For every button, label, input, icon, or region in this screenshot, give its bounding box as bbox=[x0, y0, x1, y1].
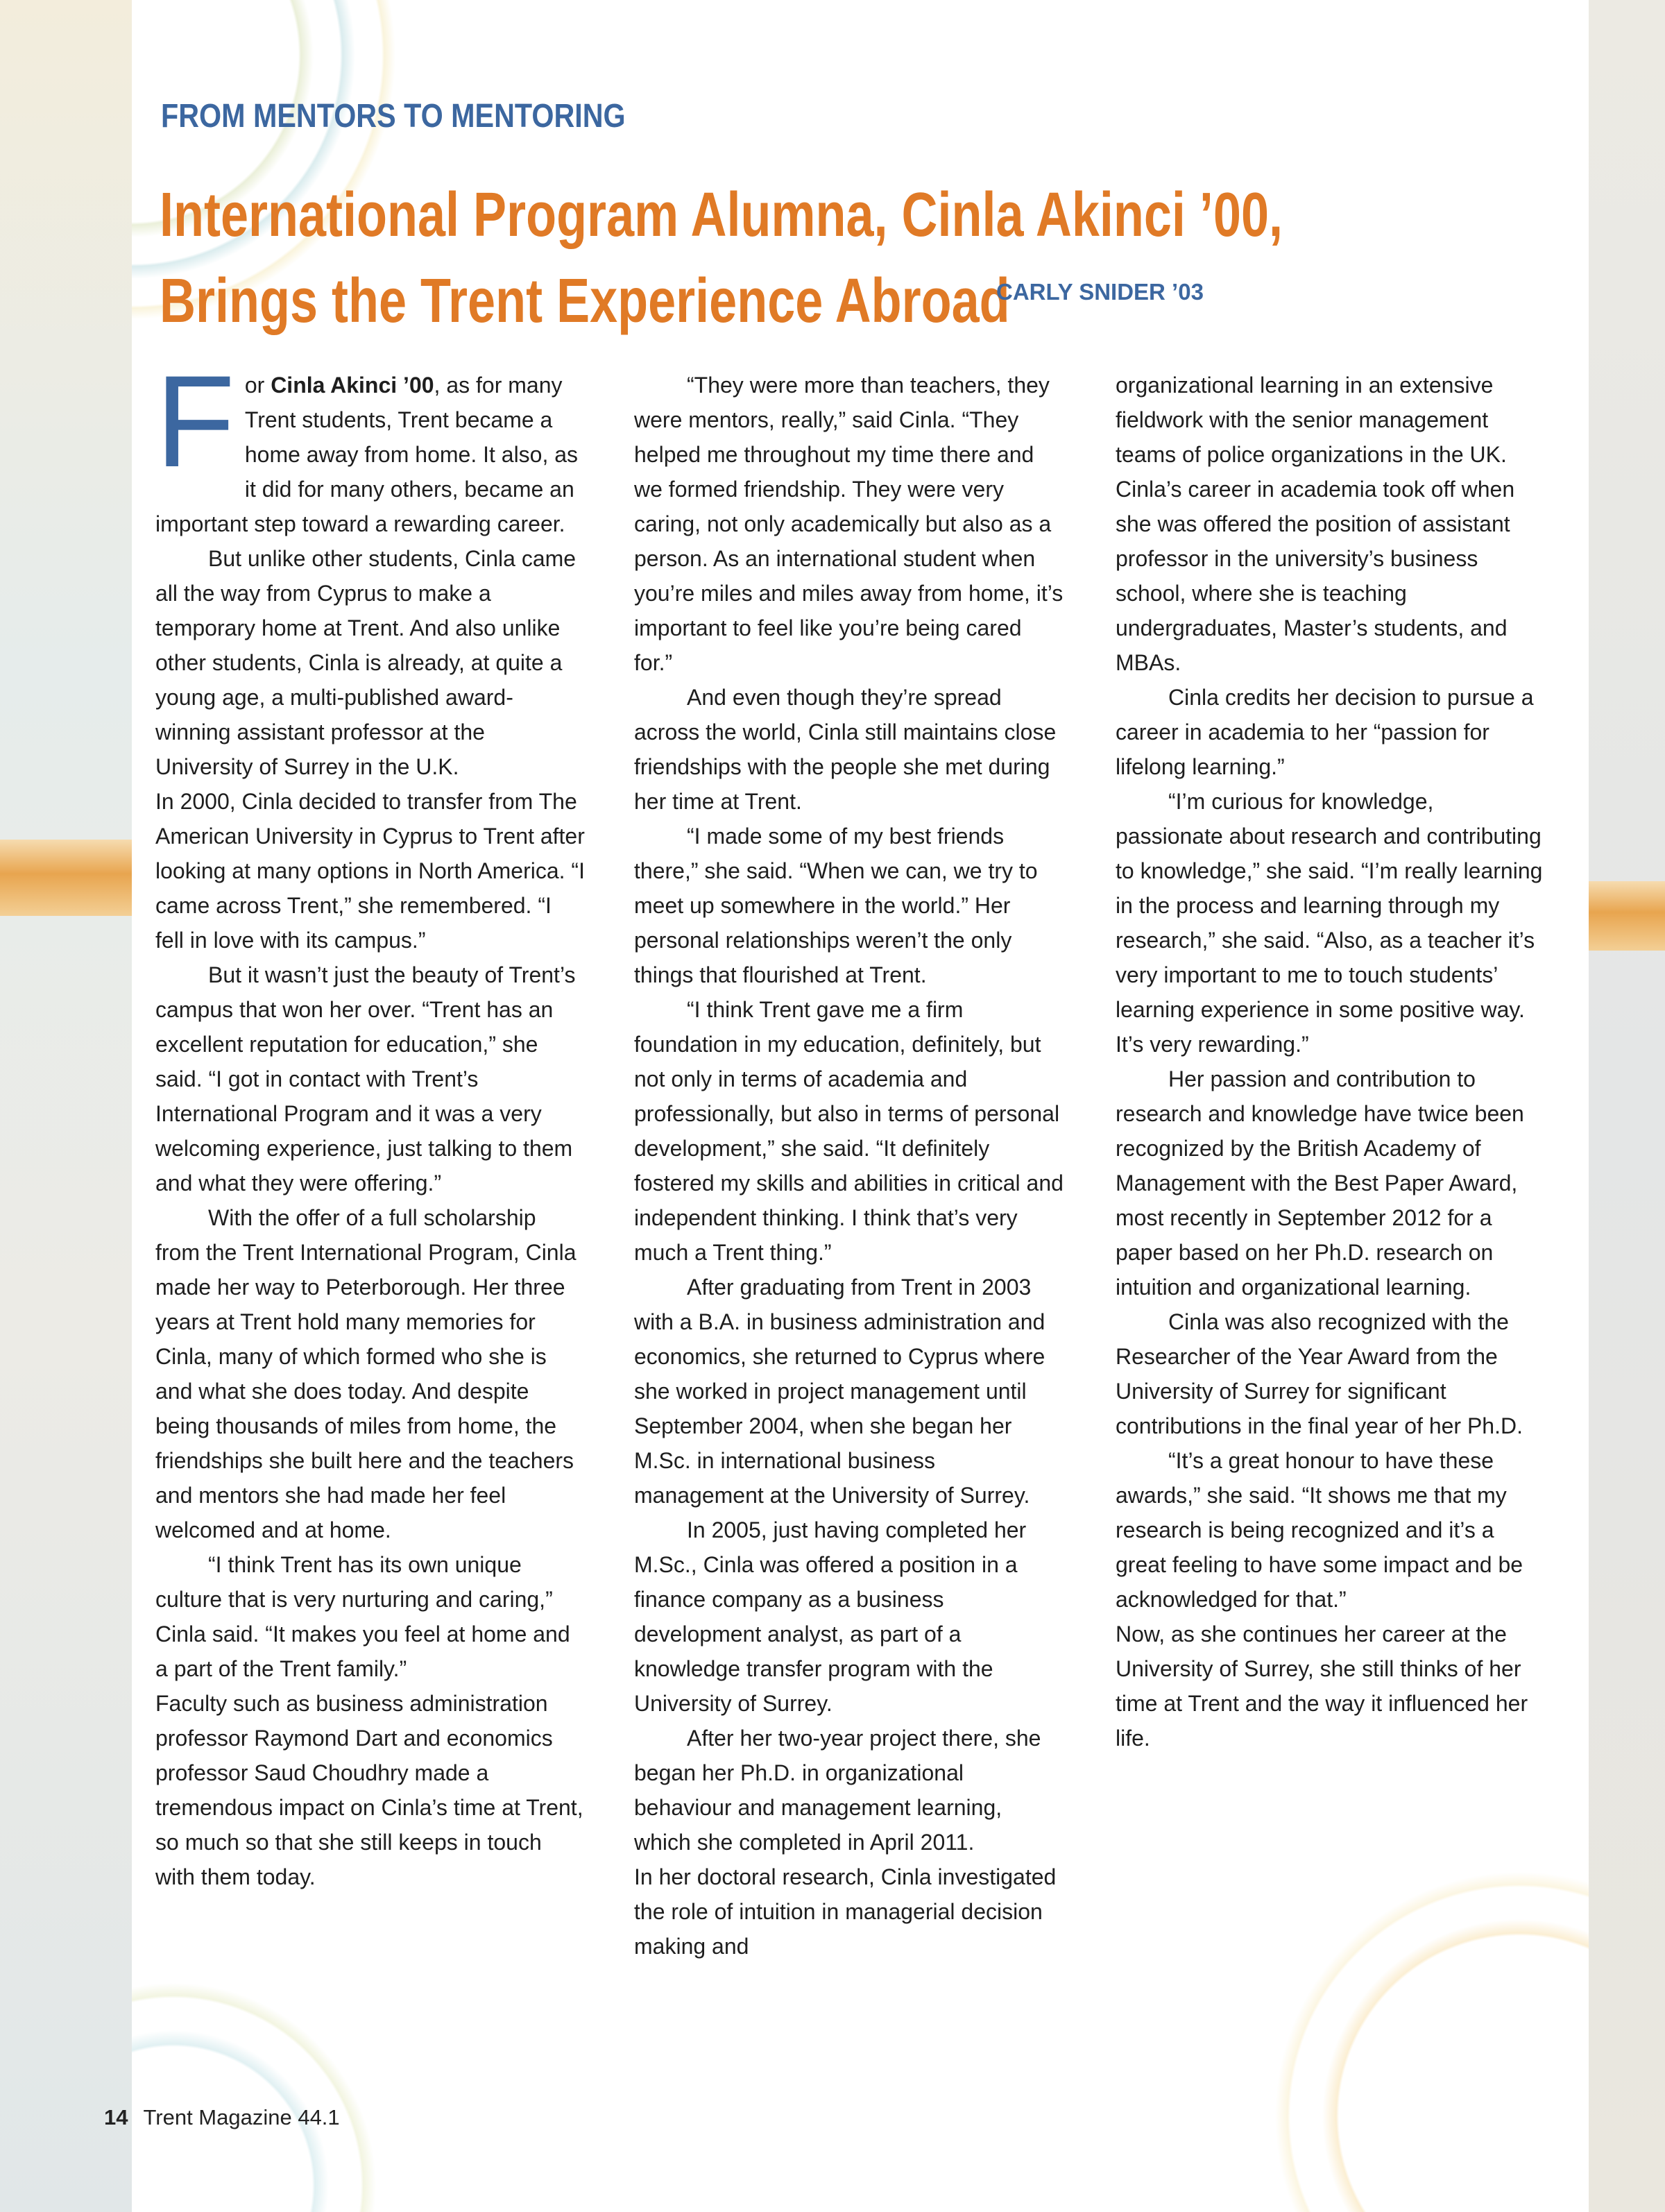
paragraph: With the offer of a full scholarship from the Trent International Program, Cinla made her way to Peterborough. Her three years at Trent hold many memories for Cinla, many of which formed who she is and what she does today. And despite being thousands of miles from home, the friendships she built here and the teachers and mentors she had made her feel welcomed and at home. bbox=[155, 1205, 577, 1542]
decorative-bar-left bbox=[0, 840, 132, 916]
article-column-3 bbox=[1116, 368, 1546, 1755]
background-right-margin bbox=[1589, 0, 1665, 2212]
paragraph: “I think Trent has its own unique culture that is very nurturing and caring,” Cinla said. “It makes you feel at home and a part of the Trent family.” bbox=[155, 1552, 570, 1681]
page-footer bbox=[104, 2105, 340, 2130]
paragraph: Cinla was also recognized with the Researcher of the Year Award from the University of Surrey for significant contributions in the final year of her Ph.D. bbox=[1116, 1309, 1523, 1438]
headline-line-1: International Program Alumna, Cinla Akinci ’00, bbox=[160, 180, 1283, 250]
paragraph: organizational learning in an extensive fieldwork with the senior management teams of police organizations in the UK. Cinla’s career in academia took off when she was offered the position of assistant professor in the university’s business school, where she is teaching undergraduates, Master’s students, and MBAs. bbox=[1116, 373, 1515, 675]
article-column-2 bbox=[634, 368, 1064, 1964]
paragraph: “They were more than teachers, they were mentors, really,” said Cinla. “They helped me throughout my time there and we formed friendship. They were very caring, not only academically but also as a person. As an international student when you’re miles and miles away from home, it’s important to feel like you’re being cared for.” bbox=[634, 373, 1064, 675]
paragraph: After her two-year project there, she began her Ph.D. in organizational behaviour and management learning, which she completed in April 2011. bbox=[634, 1726, 1041, 1855]
paragraph: Now, as she continues her career at the University of Surrey, she still thinks of her time at Trent and the way it influenced her life. bbox=[1116, 1622, 1528, 1751]
decorative-bar-right bbox=[1589, 881, 1665, 951]
article-column-1 bbox=[155, 348, 586, 1894]
headline-line-2: Brings the Trent Experience Abroad bbox=[160, 266, 1010, 336]
paragraph: In 2005, just having completed her M.Sc., Cinla was offered a position in a finance company as a business development analyst, as part of a knowledge transfer program with the University of Surrey. bbox=[634, 1517, 1027, 1716]
paragraph: “I think Trent gave me a firm foundation in my education, definitely, but not only in terms of academia and professionally, but also in terms of personal development,” she said. “It definitely fostered my skills and abilities in critical and independent thinking. I think that’s very much a Trent thing.” bbox=[634, 997, 1064, 1265]
paragraph: In 2000, Cinla decided to transfer from The American University in Cyprus to Trent after looking at many options in North America. “I came across Trent,” she remembered. “I fell in love with its campus.” bbox=[155, 789, 585, 953]
drop-cap: F bbox=[155, 348, 235, 494]
paragraph: Her passion and contribution to research and knowledge have twice been recognized by the British Academy of Management with the Best Paper Award, most recently in September 2012 for a paper based on her Ph.D. research on intuition and organizational learning. bbox=[1116, 1066, 1524, 1300]
magazine-page bbox=[132, 0, 1589, 2212]
paragraph: In her doctoral research, Cinla investigated the role of intuition in managerial decision making and bbox=[634, 1864, 1057, 1959]
paragraph: And even though they’re spread across the world, Cinla still maintains close friendships with the people she met during her time at Trent. bbox=[634, 685, 1057, 814]
paragraph: But unlike other students, Cinla came all the way from Cyprus to make a temporary home at Trent. And also unlike other students, Cinla is already, at quite a young age, a multi-published award-winning assistant professor at the University of Surrey in the U.K. bbox=[155, 546, 577, 779]
paragraph: For Cinla Akinci ’00, as for many Trent students, Trent became a home away from home. It also, as it did for many others, became an important step toward a rewarding career. bbox=[155, 348, 579, 536]
author-byline: CARLY SNIDER ’03 bbox=[996, 279, 1204, 305]
paragraph: “I made some of my best friends there,” she said. “When we can, we try to meet up somewhere in the world.” Her personal relationships weren’t the only things that flourished at Trent. bbox=[634, 824, 1038, 987]
paragraph: “It’s a great honour to have these awards,” she said. “It shows me that my research is being recognized and it’s a great feeling to have some impact and be acknowledged for that.” bbox=[1116, 1448, 1523, 1612]
paragraph: “I’m curious for knowledge, passionate about research and contributing to knowledge,” she said. “I’m really learning in the process and learning through my research,” she said. “Also, as a teacher it’s very important to me to touch students’ learning experience in some positive way. It’s very rewarding.” bbox=[1116, 789, 1543, 1057]
paragraph: Faculty such as business administration professor Raymond Dart and economics professor Saud Choudhry made a tremendous impact on Cinla’s time at Trent, so much so that she still keeps in touch with them today. bbox=[155, 1691, 583, 1889]
paragraph: Cinla credits her decision to pursue a career in academia to her “passion for lifelong learning.” bbox=[1116, 685, 1534, 779]
subject-name: Cinla Akinci ’00 bbox=[271, 373, 434, 398]
publication-name: Trent Magazine 44.1 bbox=[143, 2105, 340, 2129]
paragraph: After graduating from Trent in 2003 with a B.A. in business administration and economics, she returned to Cyprus where she worked in project management until September 2004, when she began her M.Sc. in international business management at the University of Surrey. bbox=[634, 1275, 1045, 1508]
page-number: 14 bbox=[104, 2105, 128, 2129]
article-headline bbox=[160, 172, 1436, 344]
paragraph: But it wasn’t just the beauty of Trent’s campus that won her over. “Trent has an excellent reputation for education,” she said. “I got in contact with Trent’s International Program and it was a very welcoming experience, just talking to them and what they were offering.” bbox=[155, 962, 576, 1196]
section-kicker: FROM MENTORS TO MENTORING bbox=[161, 98, 626, 135]
background-left-margin bbox=[0, 0, 132, 2212]
